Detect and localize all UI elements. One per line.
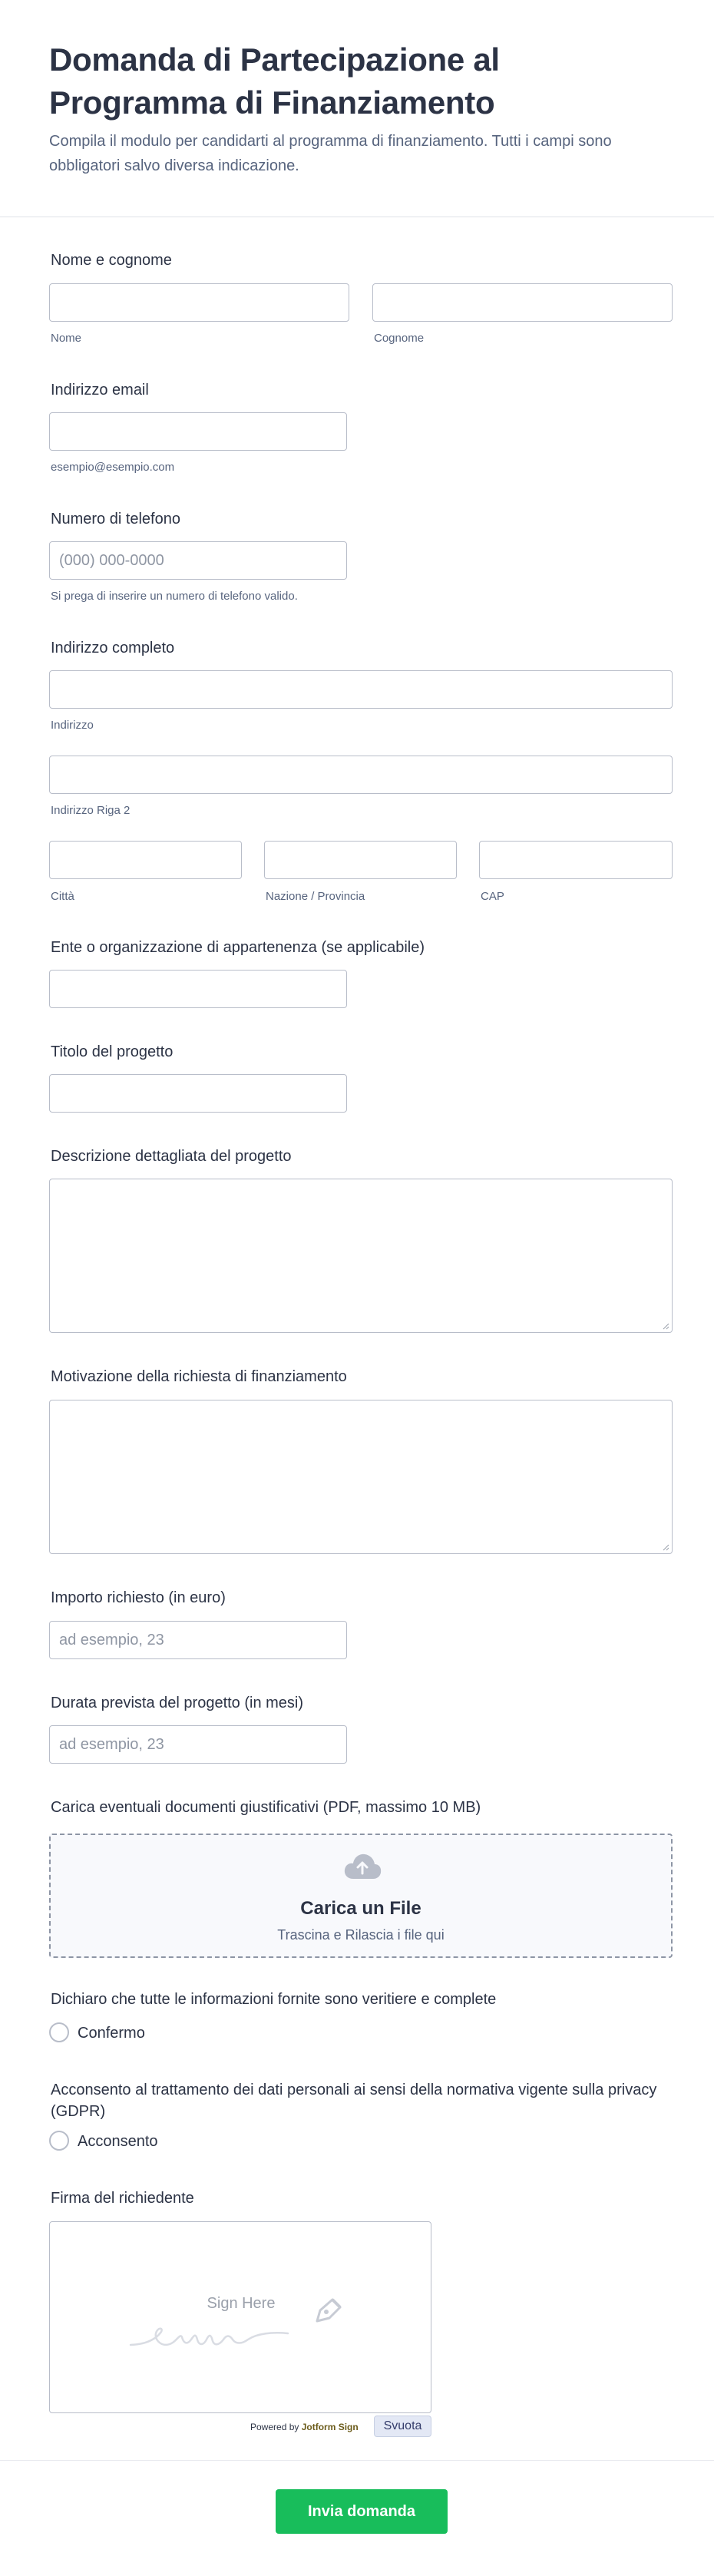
signature-placeholder: Sign Here bbox=[207, 2295, 276, 2312]
declaration-label: Dichiaro che tutte le informazioni fornite sono veritiere e complete bbox=[51, 1991, 497, 2008]
last-name-input[interactable] bbox=[372, 283, 673, 322]
motivation-textarea[interactable] bbox=[49, 1400, 673, 1554]
address-line2-input[interactable] bbox=[49, 756, 673, 794]
upload-subtitle: Trascina e Rilascia i file qui bbox=[277, 1927, 445, 1943]
phone-sublabel: Si prega di inserire un numero di telefono valido. bbox=[51, 590, 298, 603]
signature-pad[interactable] bbox=[49, 2221, 431, 2413]
project-description-label: Descrizione dettagliata del progetto bbox=[51, 1148, 292, 1165]
first-name-input[interactable] bbox=[49, 283, 349, 322]
powered-by bbox=[250, 2422, 359, 2432]
amount-label: Importo richiesto (in euro) bbox=[51, 1589, 226, 1606]
state-input[interactable] bbox=[264, 841, 457, 879]
form-header bbox=[0, 0, 714, 217]
city-input[interactable] bbox=[49, 841, 242, 879]
address-line1-input[interactable] bbox=[49, 670, 673, 709]
zip-sublabel: CAP bbox=[481, 890, 504, 903]
signature-label: Firma del richiedente bbox=[51, 2190, 194, 2207]
clear-signature-button[interactable]: Svuota bbox=[374, 2416, 431, 2437]
declaration-option-label[interactable]: Confermo bbox=[78, 2025, 145, 2042]
first-name-sublabel: Nome bbox=[51, 332, 82, 345]
submit-button[interactable]: Invia domanda bbox=[276, 2489, 448, 2534]
resize-handle-icon[interactable] bbox=[662, 1543, 669, 1551]
organization-label: Ente o organizzazione di appartenenza (se applicabile) bbox=[51, 939, 425, 956]
email-sublabel: esempio@esempio.com bbox=[51, 461, 175, 474]
gdpr-option-label[interactable]: Acconsento bbox=[78, 2133, 158, 2150]
duration-label: Durata prevista del progetto (in mesi) bbox=[51, 1695, 304, 1711]
phone-input[interactable]: (000) 000-0000 bbox=[49, 541, 347, 580]
motivation-label: Motivazione della richiesta di finanziamento bbox=[51, 1368, 347, 1385]
gdpr-radio[interactable] bbox=[49, 2131, 69, 2151]
zip-input[interactable] bbox=[479, 841, 673, 879]
project-title-label: Titolo del progetto bbox=[51, 1043, 174, 1060]
name-label: Nome e cognome bbox=[51, 252, 172, 269]
page-subtitle: Compila il modulo per candidarti al programma di finanziamento. Tutti i campi sono obbligatori salvo diversa indicazione. bbox=[49, 133, 612, 174]
email-label: Indirizzo email bbox=[51, 382, 149, 398]
amount-input[interactable]: ad esempio, 23 bbox=[49, 1621, 347, 1659]
project-title-input[interactable] bbox=[49, 1074, 347, 1113]
resize-handle-icon[interactable] bbox=[662, 1322, 669, 1330]
gdpr-label: Acconsento al trattamento dei dati personali ai sensi della normativa vigente sulla privacy (GDPR) bbox=[51, 2082, 657, 2120]
file-upload-dropzone[interactable] bbox=[49, 1834, 673, 1958]
upload-label: Carica eventuali documenti giustificativi (PDF, massimo 10 MB) bbox=[51, 1799, 481, 1816]
project-description-textarea[interactable] bbox=[49, 1179, 673, 1333]
pen-icon bbox=[312, 2295, 345, 2326]
address-line1-sublabel: Indirizzo bbox=[51, 719, 94, 732]
declaration-radio[interactable] bbox=[49, 2022, 69, 2042]
address-line2-sublabel: Indirizzo Riga 2 bbox=[51, 804, 131, 817]
address-label: Indirizzo completo bbox=[51, 640, 175, 656]
cloud-upload-icon bbox=[343, 1852, 382, 1881]
email-input[interactable] bbox=[49, 412, 347, 451]
page-title: Domanda di Partecipazione al Programma di Finanziamento bbox=[49, 41, 500, 121]
powered-brand[interactable]: Jotform Sign bbox=[301, 2422, 359, 2432]
powered-prefix: Powered by bbox=[250, 2422, 302, 2432]
last-name-sublabel: Cognome bbox=[374, 332, 425, 345]
city-sublabel: Città bbox=[51, 890, 74, 903]
phone-label: Numero di telefono bbox=[51, 511, 180, 527]
organization-input[interactable] bbox=[49, 970, 347, 1008]
duration-input[interactable]: ad esempio, 23 bbox=[49, 1725, 347, 1764]
footer-divider bbox=[0, 2460, 714, 2461]
upload-title: Carica un File bbox=[300, 1898, 421, 1919]
state-sublabel: Nazione / Provincia bbox=[266, 890, 365, 903]
